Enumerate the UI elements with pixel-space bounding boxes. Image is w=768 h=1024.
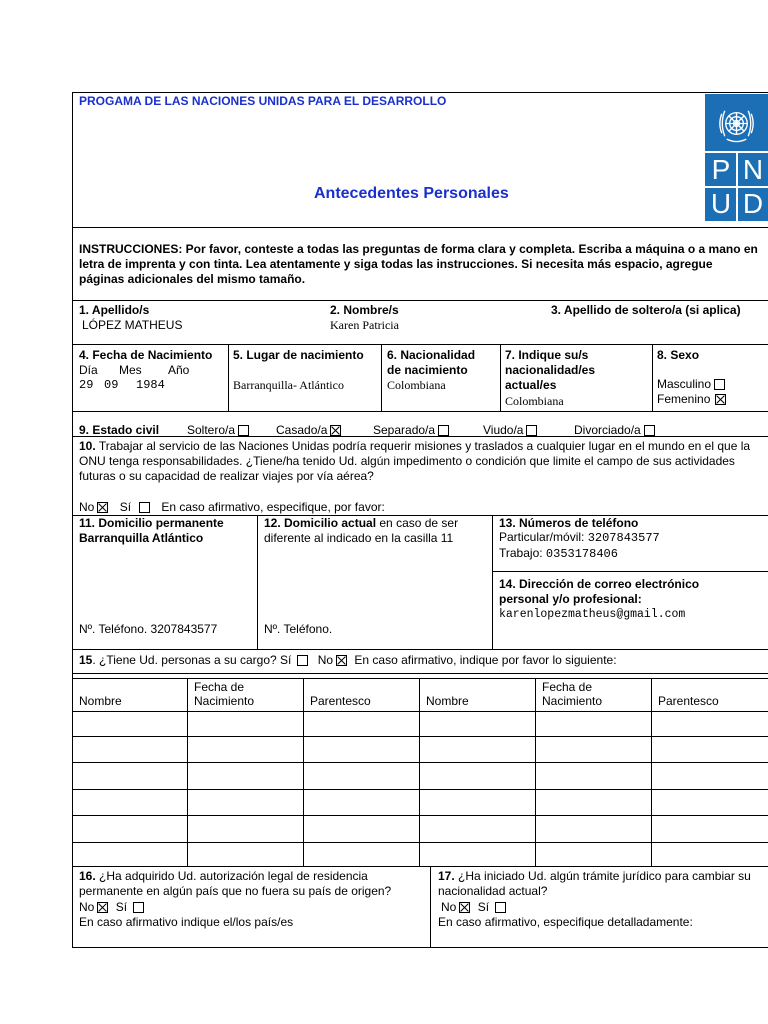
q16-text	[79, 869, 424, 899]
separado-option	[373, 423, 449, 438]
fecha-nacimiento-label: 4. Fecha de Nacimiento	[79, 348, 213, 362]
q10-si-checkbox[interactable]	[139, 502, 150, 513]
anio-label: Año	[168, 363, 190, 377]
viudo-checkbox[interactable]	[526, 425, 537, 436]
casado-checkbox[interactable]	[330, 425, 341, 436]
lugar-nacimiento-label: 5. Lugar de nacimiento	[233, 348, 364, 362]
dependents-header-parentesco-2: Parentesco	[658, 694, 719, 708]
q17-follow-text: En caso afirmativo, especifique detalladamente:	[438, 915, 693, 929]
nombres-value[interactable]: Karen Patricia	[330, 318, 399, 332]
logo-letter-u: U	[710, 188, 732, 219]
q17-si-checkbox[interactable]	[495, 902, 506, 913]
q10-number: 10.	[79, 439, 96, 453]
viudo-label: Viudo/a	[483, 423, 524, 437]
divorciado-checkbox[interactable]	[644, 425, 655, 436]
sexo-label: 8. Sexo	[657, 348, 700, 362]
estado-civil-label: 9. Estado civil	[79, 423, 160, 437]
telefono-trabajo-label: Trabajo:	[499, 546, 543, 560]
q10-answer	[79, 500, 385, 515]
q16-answer	[79, 900, 144, 915]
q17-number: 17.	[438, 869, 455, 883]
q15-no-checkbox[interactable]	[336, 655, 347, 666]
mes-value[interactable]: 09	[104, 378, 119, 392]
nombres-label: 2. Nombre/s	[330, 303, 399, 317]
nacionalidad-actual-label: 7. Indique su/s	[505, 348, 589, 362]
nacionalidad-nacimiento-label: 6. Nacionalidad	[387, 348, 476, 362]
domicilio-actual-label-2: diferente al indicado en la casilla 11	[264, 531, 454, 545]
q15-no-label: No	[317, 653, 334, 667]
dependents-header-fecha-1b: Nacimiento	[194, 694, 255, 708]
q10-no-label: No	[79, 500, 95, 514]
domicilio-actual-telefono[interactable]: Nº. Teléfono.	[264, 622, 333, 636]
q15-number: 15	[79, 653, 93, 667]
apellidos-value[interactable]: LÓPEZ MATHEUS	[82, 318, 183, 332]
org-name: PROGAMA DE LAS NACIONES UNIDAS PARA EL DESARROLLO	[79, 94, 447, 108]
nacionalidad-actual-label-2: nacionalidad/es	[505, 363, 596, 377]
page-title: Antecedentes Personales	[314, 185, 509, 202]
dependents-header-fecha-2: Fecha de	[542, 680, 593, 694]
logo-letter-n: N	[742, 154, 764, 185]
domicilio-actual-label	[264, 516, 458, 531]
anio-value[interactable]: 1984	[136, 378, 165, 392]
casado-option	[276, 423, 341, 438]
telefonos-label: 13. Números de teléfono	[499, 516, 639, 530]
domicilio-permanente-label: 11. Domicilio permanente	[79, 516, 224, 530]
un-emblem-icon	[713, 100, 760, 147]
q10-text	[79, 439, 763, 484]
masculino-checkbox[interactable]	[714, 379, 725, 390]
femenino-option	[657, 392, 726, 407]
q17-no-label: No	[441, 900, 457, 914]
dia-value[interactable]: 29	[79, 378, 94, 392]
q16-si-label: Sí	[115, 900, 128, 914]
q17-answer	[441, 900, 506, 915]
undp-logo	[705, 94, 768, 221]
email-label: 14. Dirección de correo electrónico	[499, 577, 700, 591]
q16-no-label: No	[79, 900, 95, 914]
logo-letter-p: P	[711, 154, 731, 185]
soltero-label: Soltero/a	[187, 423, 236, 437]
telefono-movil-value[interactable]: 3207843577	[587, 531, 660, 545]
domicilio-actual-label-rest: en caso de ser	[376, 516, 459, 530]
apellidos-label: 1. Apellido/s	[79, 303, 150, 317]
q10-follow-text: En caso afirmativo, especifique, por favor:	[161, 500, 385, 514]
dependents-header-nombre-2: Nombre	[426, 694, 469, 708]
email-value[interactable]: karenlopezmatheus@gmail.com	[499, 608, 686, 621]
domicilio-actual-label-bold: 12. Domicilio actual	[264, 516, 377, 530]
soltero-checkbox[interactable]	[238, 425, 249, 436]
q16-no-checkbox[interactable]	[97, 902, 108, 913]
dependents-header-nombre-1: Nombre	[79, 694, 122, 708]
q15-follow-text: En caso afirmativo, indique por favor lo siguiente:	[354, 653, 617, 667]
q10-si-label: Sí	[119, 500, 132, 514]
apellido-soltera-label: 3. Apellido de soltero/a (si aplica)	[551, 303, 741, 317]
telefono-movil-label: Particular/móvil:	[499, 530, 585, 544]
q17-question: ¿Ha iniciado Ud. algún trámite jurídico para cambiar su nacionalidad actual?	[438, 869, 751, 898]
femenino-label: Femenino	[657, 392, 711, 406]
q15-text	[79, 653, 617, 668]
dia-label: Día	[79, 363, 98, 377]
masculino-label: Masculino	[657, 377, 712, 391]
instructions-text: INSTRUCCIONES: Por favor, conteste a todas las preguntas de forma clara y completa. Escriba a máquina o a mano en letra de imprenta y con tinta. Lea atentamente y siga todas las instrucciones. Si necesita más espacio, agregue páginas adicionales del mismo tamaño.	[79, 242, 758, 286]
q16-follow-text: En caso afirmativo indique el/los país/es	[79, 915, 294, 929]
q17-text	[438, 869, 764, 899]
q16-si-checkbox[interactable]	[133, 902, 144, 913]
q17-no-checkbox[interactable]	[459, 902, 470, 913]
nacionalidad-nacimiento-label-2: de nacimiento	[387, 363, 468, 377]
q15-question: . ¿Tiene Ud. personas a su cargo? Sí	[92, 653, 292, 667]
masculino-option	[657, 377, 725, 392]
telefono-trabajo	[499, 546, 618, 562]
q10-no-checkbox[interactable]	[97, 502, 108, 513]
mes-label: Mes	[119, 363, 142, 377]
soltero-option	[187, 423, 249, 438]
separado-label: Separado/a	[373, 423, 436, 437]
dependents-header-fecha-1: Fecha de	[194, 680, 245, 694]
telefono-trabajo-value[interactable]: 0353178406	[545, 547, 618, 561]
q16-question: ¿Ha adquirido Ud. autorización legal de residencia permanente en algún país que no fuera su país de origen?	[79, 869, 392, 898]
q16-number: 16.	[79, 869, 96, 883]
q15-si-checkbox[interactable]	[297, 655, 308, 666]
nacionalidad-nacimiento-value[interactable]: Colombiana	[387, 378, 446, 392]
nacionalidad-actual-label-3: actual/es	[505, 378, 557, 392]
dependents-header-parentesco-1: Parentesco	[310, 694, 371, 708]
nacionalidad-actual-value[interactable]: Colombiana	[505, 394, 564, 408]
telefono-movil	[499, 530, 660, 546]
q17-si-label: Sí	[477, 900, 490, 914]
divorciado-option	[574, 423, 655, 438]
casado-label: Casado/a	[276, 423, 328, 437]
q10-question: Trabajar al servicio de las Naciones Unidas podría requerir misiones y traslados a cualquier lugar en el mundo en el que la ONU tenga responsabilidades. ¿Tiene/ha tenido Ud. algún impedimento o condición que limite el campo de sus actividades futuras o su capacidad de realizar viajes por vía aérea?	[79, 439, 751, 483]
lugar-nacimiento-value[interactable]: Barranquilla- Atlántico	[233, 378, 344, 392]
femenino-checkbox[interactable]	[715, 394, 726, 405]
email-label-2: personal y/o profesional:	[499, 592, 642, 606]
domicilio-permanente-value[interactable]: Barranquilla Atlántico	[79, 531, 204, 545]
logo-letter-d: D	[742, 188, 764, 219]
domicilio-permanente-telefono[interactable]: Nº. Teléfono. 3207843577	[79, 622, 218, 636]
divorciado-label: Divorciado/a	[574, 423, 641, 437]
viudo-option	[483, 423, 537, 438]
dependents-header-fecha-2b: Nacimiento	[542, 694, 603, 708]
separado-checkbox[interactable]	[438, 425, 449, 436]
